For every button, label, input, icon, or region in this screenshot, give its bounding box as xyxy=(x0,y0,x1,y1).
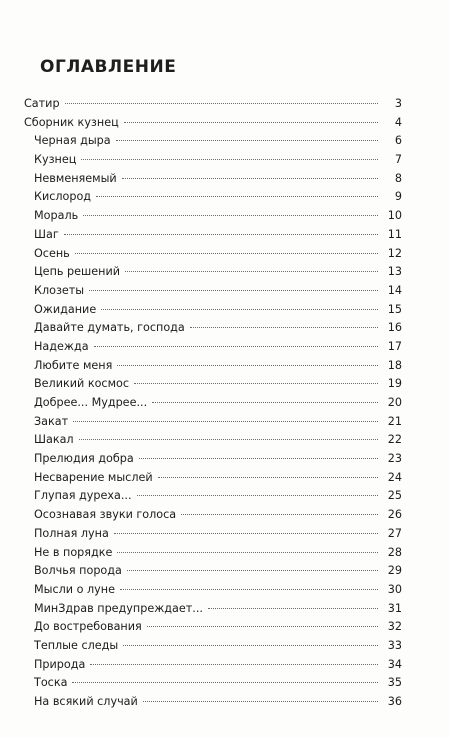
toc-entry-page-number: 21 xyxy=(387,414,402,428)
toc-entry-page-number: 4 xyxy=(394,115,402,129)
dot-leader xyxy=(65,103,378,104)
dot-leader xyxy=(101,309,378,310)
toc-entry-title: Закат xyxy=(34,414,69,428)
toc-entry-title: До востребования xyxy=(34,620,142,634)
dot-leader xyxy=(94,346,378,347)
toc-entry-page-number: 6 xyxy=(394,134,402,148)
toc-entry xyxy=(24,562,402,581)
toc-entry-title: Прелюдия добра xyxy=(34,452,134,466)
dot-leader xyxy=(127,570,378,571)
toc-entry-title: Давайте думать, господа xyxy=(34,321,185,335)
toc-entry-page-number: 17 xyxy=(387,339,402,353)
toc-entry-title: Осень xyxy=(34,246,70,260)
toc-entry-title: Природа xyxy=(34,657,86,671)
toc-entry xyxy=(24,170,402,189)
dot-leader xyxy=(114,533,378,534)
toc-entry-page-number: 10 xyxy=(387,209,402,223)
toc-entry-title: Ожидание xyxy=(34,302,97,316)
dot-leader xyxy=(122,178,378,179)
toc-entry-title: Шаг xyxy=(34,227,59,241)
toc-entry-title: Сатир xyxy=(24,97,60,110)
dot-leader xyxy=(139,458,378,459)
toc-entry-page-number: 9 xyxy=(394,190,402,204)
dot-leader xyxy=(116,140,378,141)
toc-entry-title: Теплые следы xyxy=(34,638,119,652)
toc-entry-title: Невменяемый xyxy=(34,171,117,185)
toc-entry xyxy=(24,637,402,656)
toc-entry-title: Осознавая звуки голоса xyxy=(34,508,177,522)
toc-entry xyxy=(24,207,402,226)
dot-leader xyxy=(64,234,378,235)
toc-entry-page-number: 7 xyxy=(394,153,402,167)
toc-entry-page-number: 36 xyxy=(387,695,402,708)
toc-entry-page-number: 19 xyxy=(387,377,402,391)
dot-leader xyxy=(117,365,378,366)
toc-entry xyxy=(24,338,402,357)
toc-entry-title: МинЗдрав предупреждает... xyxy=(34,601,203,615)
toc-entry xyxy=(24,375,402,394)
dot-leader xyxy=(81,159,378,160)
toc-entry xyxy=(24,151,402,170)
toc-entry xyxy=(24,95,402,114)
toc-entry-page-number: 20 xyxy=(387,396,402,409)
toc-entry xyxy=(24,226,402,245)
toc-entry-page-number: 15 xyxy=(387,302,402,316)
dot-leader xyxy=(120,589,378,590)
toc-entry-page-number: 28 xyxy=(387,545,402,559)
dot-leader xyxy=(75,253,378,254)
toc-entry xyxy=(24,506,402,525)
toc-entry-page-number: 26 xyxy=(387,508,402,522)
dot-leader xyxy=(190,327,378,328)
dot-leader xyxy=(123,645,378,646)
toc-entry xyxy=(24,301,402,320)
toc-entry-title: Шакал xyxy=(34,433,74,447)
toc-entry-title: Несварение мыслей xyxy=(34,470,153,484)
toc-entry-page-number: 14 xyxy=(387,283,402,297)
dot-leader xyxy=(134,383,378,384)
toc-entry xyxy=(24,450,402,469)
toc-entry-title: Глупая дуреха... xyxy=(34,489,132,503)
dot-leader xyxy=(125,271,378,272)
dot-leader xyxy=(96,196,378,197)
toc-entry-title: Полная луна xyxy=(34,526,109,540)
table-of-contents xyxy=(24,95,402,712)
toc-entry xyxy=(24,188,402,207)
dot-leader xyxy=(137,495,378,496)
toc-entry-title: Мысли о луне xyxy=(34,582,115,596)
toc-entry-page-number: 11 xyxy=(387,227,402,241)
toc-entry xyxy=(24,357,402,376)
toc-entry-title: Не в порядке xyxy=(34,545,113,559)
toc-entry-page-number: 22 xyxy=(387,433,402,447)
toc-entry xyxy=(24,487,402,506)
dot-leader xyxy=(79,439,378,440)
toc-entry xyxy=(24,600,402,619)
dot-leader xyxy=(124,122,378,123)
toc-entry xyxy=(24,431,402,450)
toc-entry xyxy=(24,581,402,600)
dot-leader xyxy=(72,682,378,683)
toc-entry-title: Великий космос xyxy=(34,377,130,391)
toc-entry-title: Волчья порода xyxy=(34,564,122,578)
toc-entry-page-number: 27 xyxy=(387,526,402,540)
toc-entry xyxy=(24,413,402,432)
toc-entry-page-number: 29 xyxy=(387,564,402,578)
dot-leader xyxy=(90,664,378,665)
toc-entry-title: Мораль xyxy=(34,209,79,223)
toc-entry-page-number: 12 xyxy=(387,246,402,260)
dot-leader xyxy=(208,608,378,609)
toc-entry-page-number: 33 xyxy=(387,638,402,652)
toc-entry xyxy=(24,469,402,488)
dot-leader xyxy=(143,701,378,702)
toc-entry-title: Добрее... Мудрее... xyxy=(34,396,148,409)
toc-entry xyxy=(24,263,402,282)
dot-leader xyxy=(73,421,378,422)
toc-entry-page-number: 8 xyxy=(394,171,402,185)
toc-entry xyxy=(24,132,402,151)
toc-entry-page-number: 16 xyxy=(387,321,402,335)
toc-entry-page-number: 23 xyxy=(387,452,402,466)
toc-entry-title: Кузнец xyxy=(34,153,77,167)
dot-leader xyxy=(181,514,378,515)
toc-entry xyxy=(24,618,402,637)
toc-entry xyxy=(24,282,402,301)
page-title: ОГЛАВЛЕНИЕ xyxy=(40,57,177,77)
toc-entry-title: Любите меня xyxy=(34,358,113,372)
dot-leader xyxy=(147,626,378,627)
toc-entry-page-number: 24 xyxy=(387,470,402,484)
toc-entry-title: Сборник кузнец xyxy=(24,115,119,129)
toc-entry xyxy=(24,245,402,264)
toc-entry-page-number: 3 xyxy=(394,97,402,110)
toc-entry xyxy=(24,656,402,675)
dot-leader xyxy=(117,552,378,553)
toc-entry xyxy=(24,394,402,413)
toc-entry-title: На всякий случай xyxy=(34,695,138,708)
dot-leader xyxy=(83,215,378,216)
toc-entry-page-number: 32 xyxy=(387,620,402,634)
toc-entry-page-number: 31 xyxy=(387,601,402,615)
toc-entry xyxy=(24,525,402,544)
dot-leader xyxy=(152,402,378,403)
toc-entry-title: Черная дыра xyxy=(34,134,111,148)
toc-entry-page-number: 35 xyxy=(387,676,402,690)
dot-leader xyxy=(89,290,378,291)
toc-entry-page-number: 25 xyxy=(387,489,402,503)
toc-entry xyxy=(24,114,402,133)
toc-entry-title: Тоска xyxy=(34,676,68,690)
toc-entry-page-number: 34 xyxy=(387,657,402,671)
toc-entry-title: Кислород xyxy=(34,190,92,204)
toc-entry xyxy=(24,544,402,563)
dot-leader xyxy=(158,477,378,478)
toc-entry-title: Клозеты xyxy=(34,283,85,297)
toc-entry xyxy=(24,674,402,693)
toc-entry-page-number: 18 xyxy=(387,358,402,372)
toc-entry-title: Надежда xyxy=(34,339,89,353)
toc-entry-page-number: 13 xyxy=(387,265,402,279)
toc-entry-page-number: 30 xyxy=(387,582,402,596)
toc-entry-title: Цепь решений xyxy=(34,265,120,279)
toc-entry xyxy=(24,693,402,712)
toc-entry xyxy=(24,319,402,338)
